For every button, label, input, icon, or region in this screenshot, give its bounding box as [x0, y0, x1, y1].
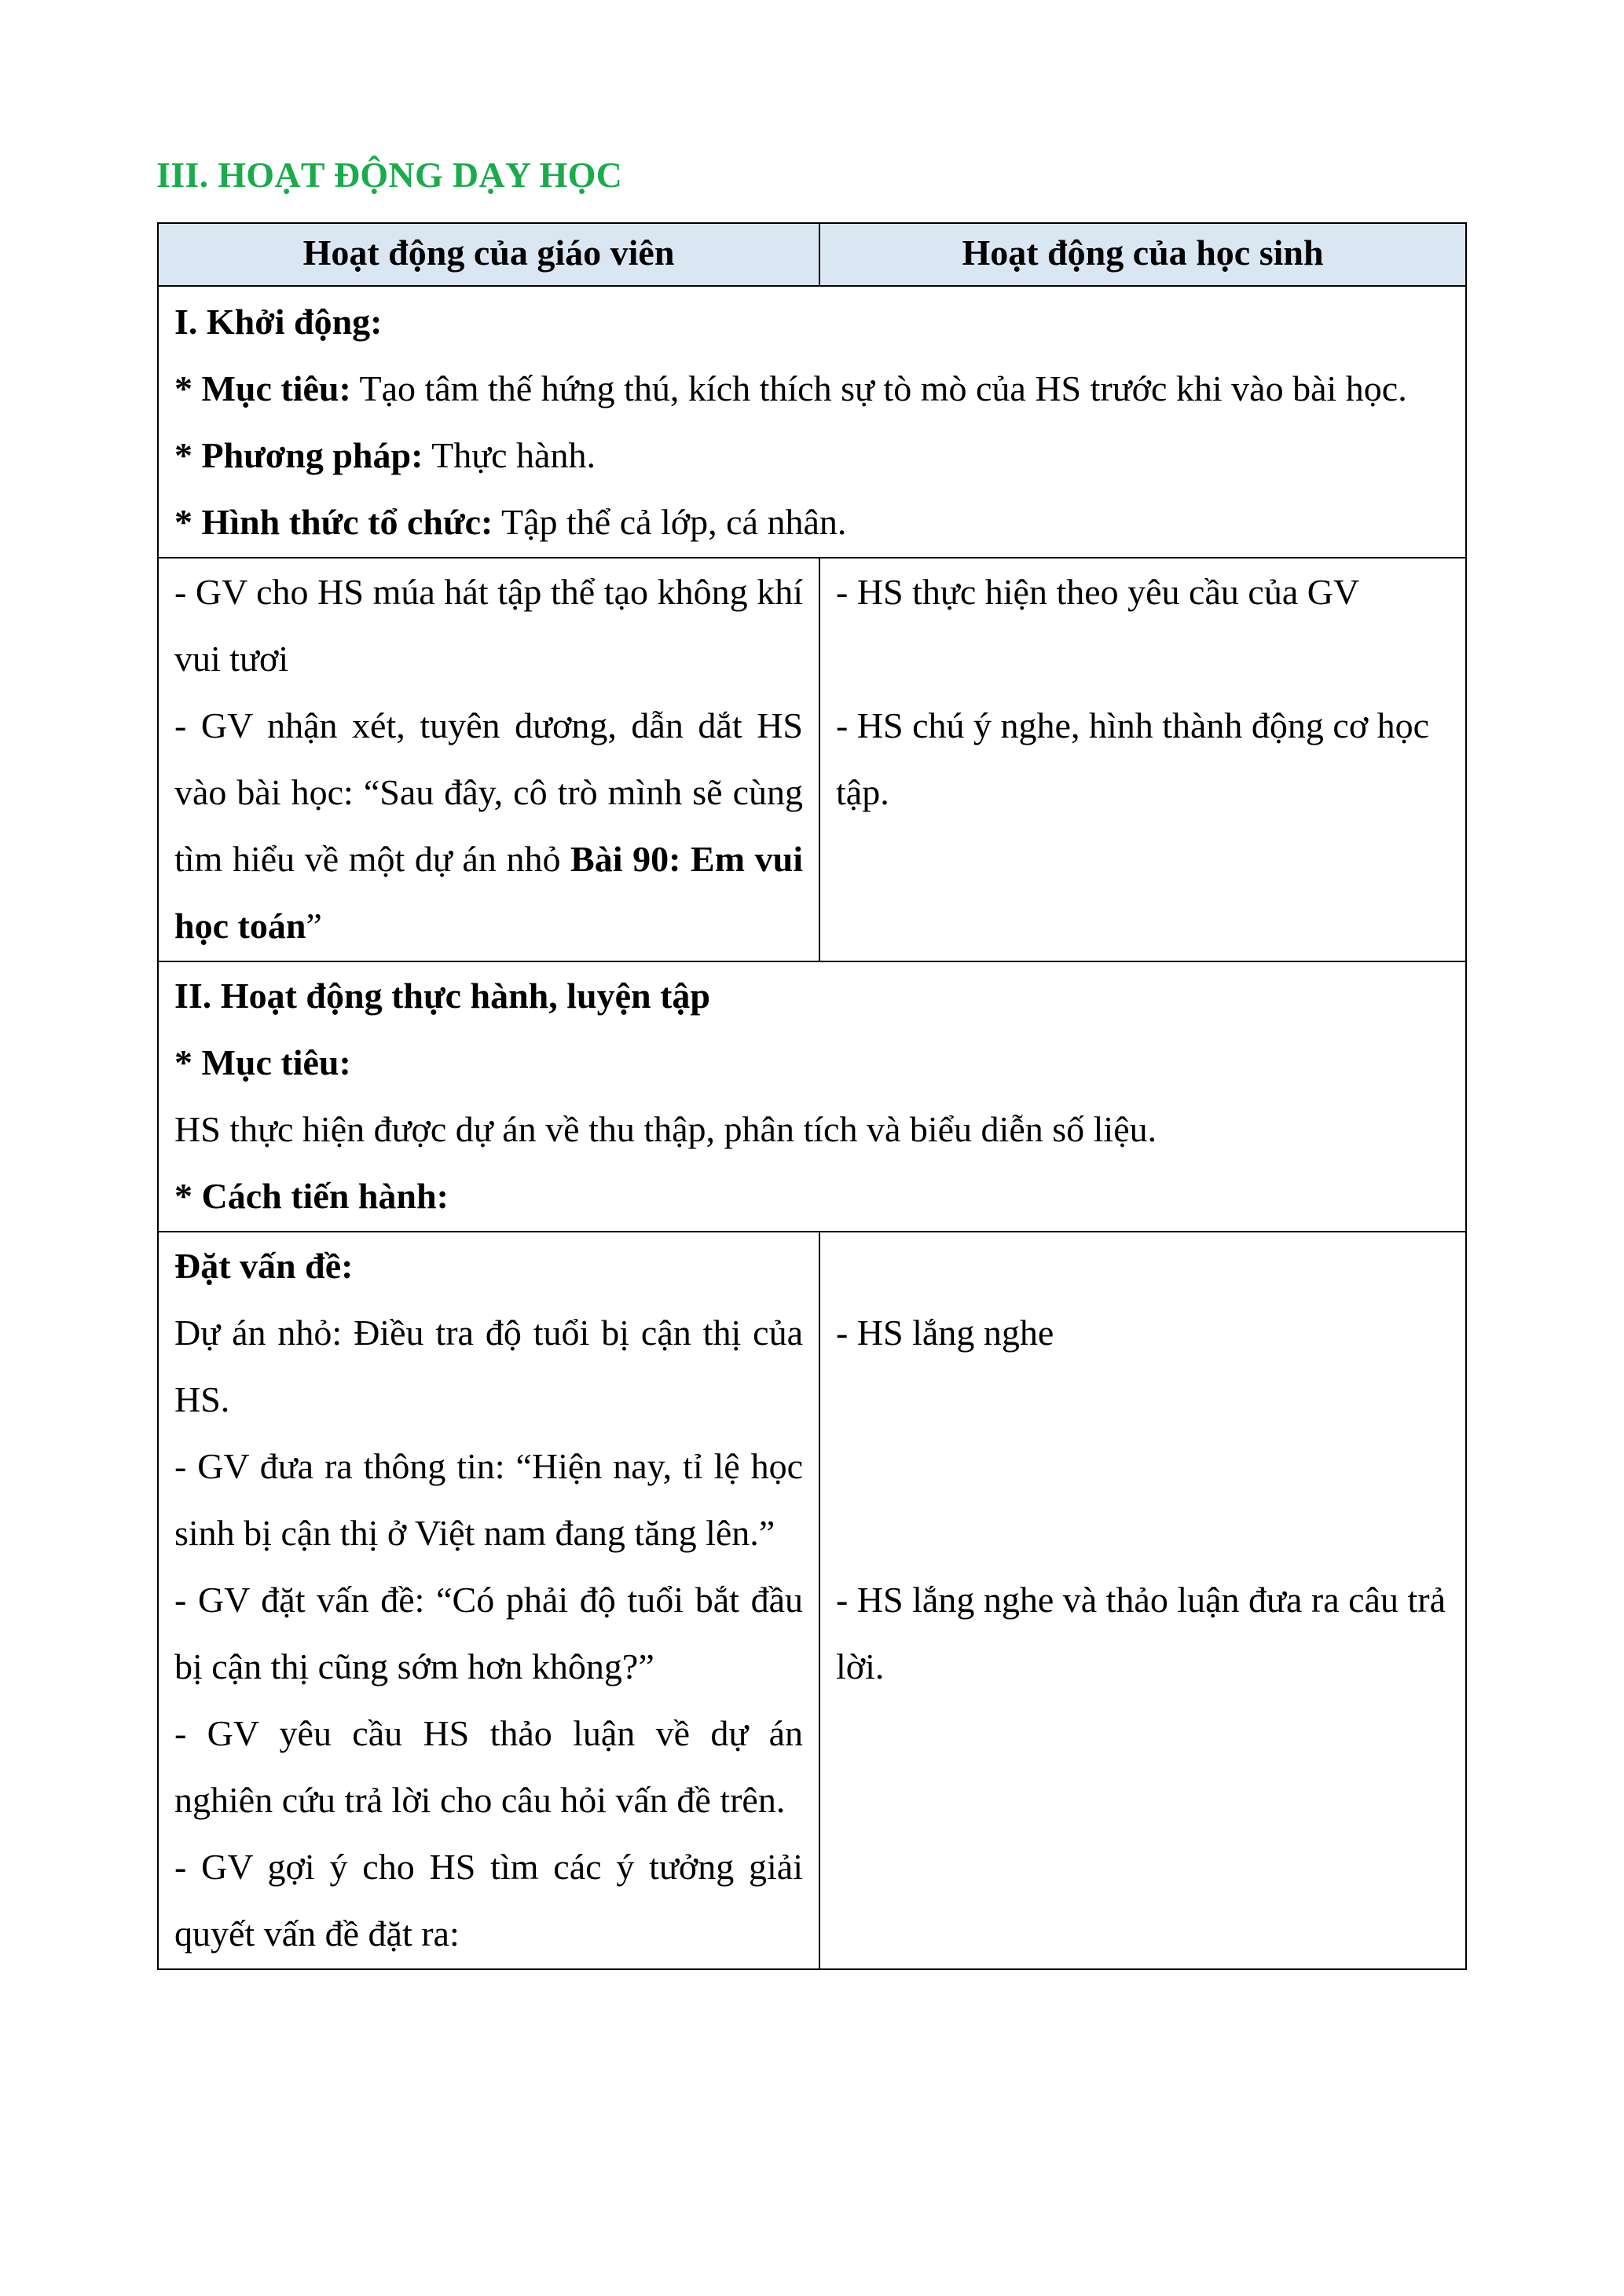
section2-teacher-item-1: Dự án nhỏ: Điều tra độ tuổi bị cận thị của HS. — [174, 1313, 803, 1419]
section2-teacher-item-4: - GV yêu cầu HS thảo luận về dự án nghiên cứu trả lời cho câu hỏi vấn đề trên. — [174, 1713, 803, 1820]
section1-goal — [174, 355, 1450, 422]
section2-activity-row — [158, 1232, 1466, 1969]
section1-intro-cell — [158, 286, 1466, 558]
section1-teacher-item-2-text: - GV nhận xét, tuyên dương, dẫn dắt HS vào bài học: “Sau đây, cô trò mình sẽ cùng tìm hiểu về một dự án nhỏ — [174, 705, 803, 879]
section2-student-cell — [819, 1232, 1466, 1969]
section1-student-item-1: - HS thực hiện theo yêu cầu của GV — [836, 572, 1360, 612]
section2-teacher-item-5: - GV gợi ý cho HS tìm các ý tưởng giải quyết vấn đề đặt ra: — [174, 1847, 803, 1954]
spacer — [836, 1366, 1450, 1566]
section1-teacher-cell — [158, 558, 819, 961]
section2-student-item-1: - HS lắng nghe — [836, 1313, 1054, 1353]
lesson-activity-table — [157, 222, 1467, 1970]
student-column-header: Hoạt động của học sinh — [819, 223, 1466, 286]
problem-label: Đặt vấn đề: — [174, 1246, 354, 1286]
section1-form-label: * Hình thức tổ chức: — [174, 502, 493, 542]
section2-goal-text: HS thực hiện được dự án về thu thập, phân tích và biểu diễn số liệu. — [174, 1109, 1157, 1149]
section2-title: II. Hoạt động thực hành, luyện tập — [174, 976, 711, 1016]
section1-form-text: Tập thể cả lớp, cá nhân. — [493, 502, 847, 542]
section1-student-item-2: - HS chú ý nghe, hình thành động cơ học tập. — [836, 705, 1430, 812]
section1-method-label: * Phương pháp: — [174, 435, 423, 475]
section1-goal-label: * Mục tiêu: — [174, 368, 351, 408]
section1-title: I. Khởi động: — [174, 302, 383, 342]
section-heading: III. HOẠT ĐỘNG DẠY HỌC — [156, 155, 623, 195]
section1-student-cell — [819, 558, 1466, 961]
teacher-column-header: Hoạt động của giáo viên — [158, 223, 819, 286]
section1-form — [174, 489, 1450, 555]
table-header-row — [158, 223, 1466, 286]
section1-activity-row — [158, 558, 1466, 961]
section2-intro-row — [158, 961, 1466, 1232]
section2-goal-label: * Mục tiêu: — [174, 1042, 351, 1082]
section2-student-item-2: - HS lắng nghe và thảo luận đưa ra câu trả lời. — [836, 1580, 1446, 1686]
section1-goal-text: Tạo tâm thế hứng thú, kích thích sự tò mò của HS trước khi vào bài học. — [350, 368, 1407, 408]
section1-teacher-item-2 — [174, 692, 803, 959]
section2-teacher-item-3: - GV đặt vấn đề: “Có phải độ tuổi bắt đầu bị cận thị cũng sớm hơn không?” — [174, 1580, 803, 1686]
section2-steps-label: * Cách tiến hành: — [174, 1176, 449, 1216]
section1-teacher-item-1: - GV cho HS múa hát tập thể tạo không khí vui tươi — [174, 572, 803, 679]
spacer — [836, 625, 1450, 692]
section2-intro-cell — [158, 961, 1466, 1232]
spacer — [836, 1232, 1450, 1299]
section2-teacher-item-2: - GV đưa ra thông tin: “Hiện nay, tỉ lệ học sinh bị cận thị ở Việt nam đang tăng lên.” — [174, 1446, 803, 1553]
section1-intro-row — [158, 286, 1466, 558]
section2-teacher-cell — [158, 1232, 819, 1969]
section1-method-text: Thực hành. — [423, 435, 596, 475]
section1-method — [174, 422, 1450, 489]
section1-teacher-item-2-end: ” — [306, 906, 322, 946]
lesson-title: Bài 90: Em vui học toán — [174, 839, 803, 946]
